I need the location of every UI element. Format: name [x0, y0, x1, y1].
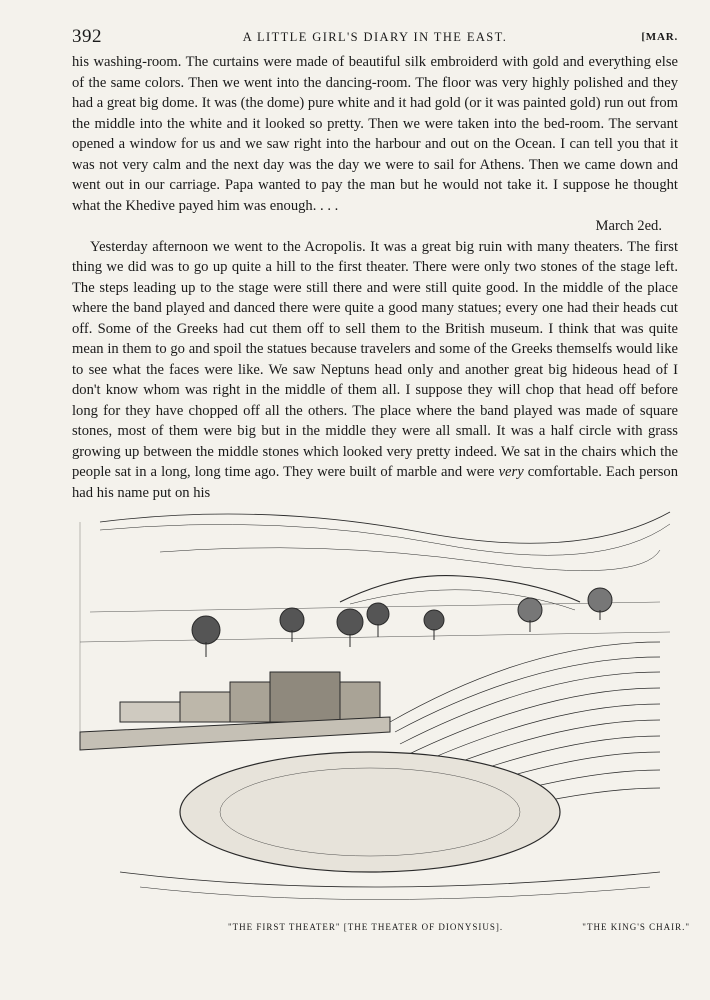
paragraph-2-end: comfortable. Each person had his name put on his — [72, 464, 679, 501]
paragraph-1: his washing-room. The curtains were made of beautiful silk embroiderd with gold and everything else of the same colors. Then we went into the dancing-room. The floor was very highly polished and they had a great big dome. It was (the dome) pure white and it had gold (or it was painted gold) run out from the middle into the white and it looked so pretty. Then we were taken into the bed-room. The servant opened a window for us and we saw right into the harbour and out on the Ocean. I can tell you that it was not very calm and the next day was the day we were to sail for Athens. Then we came down and went out in our carriage. Papa wanted to pay the man but he would not take it. I suppose he thought what the Khedive payed him was enough. . . . — [72, 54, 678, 214]
paragraph-2 — [72, 237, 678, 504]
page-number: 392 — [72, 26, 102, 47]
caption-right: "THE KING'S CHAIR." — [582, 922, 690, 932]
running-title: A LITTLE GIRL'S DIARY IN THE EAST. — [242, 30, 508, 44]
caption-left: "THE FIRST THEATER" [THE THEATER OF DIONYSIUS]. — [228, 922, 504, 932]
article-body — [72, 52, 678, 503]
page-header — [72, 26, 678, 48]
paragraph-2-start: Yesterday afternoon we went to the Acropolis. It was a great big ruin with many theaters. The first thing we did was to go up quite a hill to the first theater. There were only two stones of the stage left. The steps leading up to the stage were still there and were still quite good. In the middle of the place where the band played and danced there were quite a good many statues; every one had their heads cut off. Some of the Greeks had cut them off to sell them to the British museum. I think that was quite mean in them to go and spoil the statues because travelers and some of the Greeks themselfs would like to see what the faces were like. We saw Neptuns head only and another great big hideous head of I don't know whom was right in the middle of them all. I suppose they will chop that head off before long for they have chopped off all the others. The place where the band played was made of square stones, most of them were big but in the middle they were all small. It was a half circle with grass growing up between the middle stones which looked very pretty indeed. We sat in the chairs which the people sat in a long, long time ago. They were built of marble and were — [72, 238, 678, 480]
month-marker: [MAR. — [641, 31, 678, 43]
theater-illustration — [60, 492, 680, 912]
emphasis-very: very — [498, 464, 524, 480]
dateline: March 2ed. — [595, 218, 662, 234]
